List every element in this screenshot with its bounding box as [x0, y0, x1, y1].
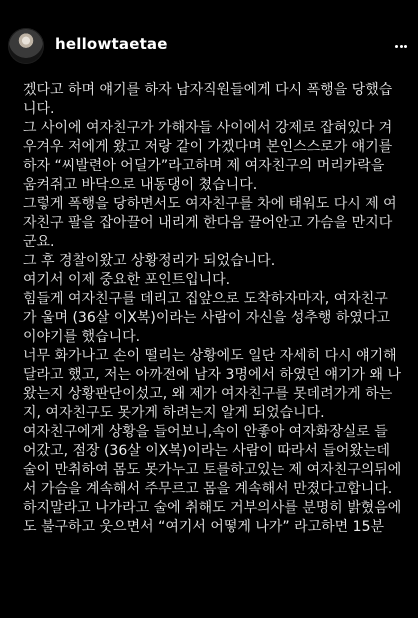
more-horizontal-icon[interactable]	[395, 40, 407, 52]
avatar-profile-icon[interactable]	[8, 28, 44, 64]
more-dot-right	[404, 45, 407, 48]
post-body	[23, 81, 418, 618]
post-text: 겠다고 하며 얘기를 하자 남자직원들에게 다시 폭행을 당했습 니다. 그 사이에 여자친구가 가해자들 사이에서 강제로 잡혀있다 겨 우겨우 저에게 왔고 저랑 같이 가겠다며 본인스스로가 얘기를 하자 “씨발련아 어딜가”라고하며 제 여자친구의 머리카락을 움켜쥐고 바닥으로 내동댕이 쳤습니다. 그렇게 폭행을 당하면서도 여자친구를 차에 태워도 다시 제 여 자친구 팔을 잡아끌어 내리게 한다음 끌어안고 가슴을 만지다 군요. 그 후 경찰이왔고 상황정리가 되었습니다. 여기서 이제 중요한 포인트입니다. 힘들게 여자친구를 데리고 집앞으로 도착하자마자, 여자친구 가 울며 (36살 이X복)이라는 사람이 자신을 성추행 하였다고 이야기를 했습니다. 너무 화가나고 손이 떨리는 상황에도 일단 자세히 다시 얘기해 달라고 했고, 저는 아까전에 남자 3명에서 하였던 얘기가 왜 나 왔는지 상황판단이섰고, 왜 제가 여자친구를 못데려가게 하는 지, 여자친구도 못가게 하려는지 알게 되었습니다. 여자친구에게 상황을 들어보니,속이 안좋아 여자화장실로 들 어갔고, 점장 (36살 이X복)이라는 사람이 따라서 들어왔는데 술이 만취하여 몸도 못가누고 토를하고있는 제 여자친구의뒤에 서 가슴을 계속해서 주무르고 몸을 계속해서 만졌다고합니다. 하지말라고 나가라고 술에 취해도 거부의사를 분명히 밝혔음에 도 불구하고 웃으면서 “여기서 어떻게 나가” 라고하면 15분	[23, 82, 402, 535]
username[interactable]: hellowtaetae	[55, 35, 168, 53]
more-dot-left	[395, 45, 398, 48]
more-dot-middle	[400, 45, 403, 48]
post-header	[0, 0, 418, 80]
bottom-fade	[23, 608, 418, 618]
